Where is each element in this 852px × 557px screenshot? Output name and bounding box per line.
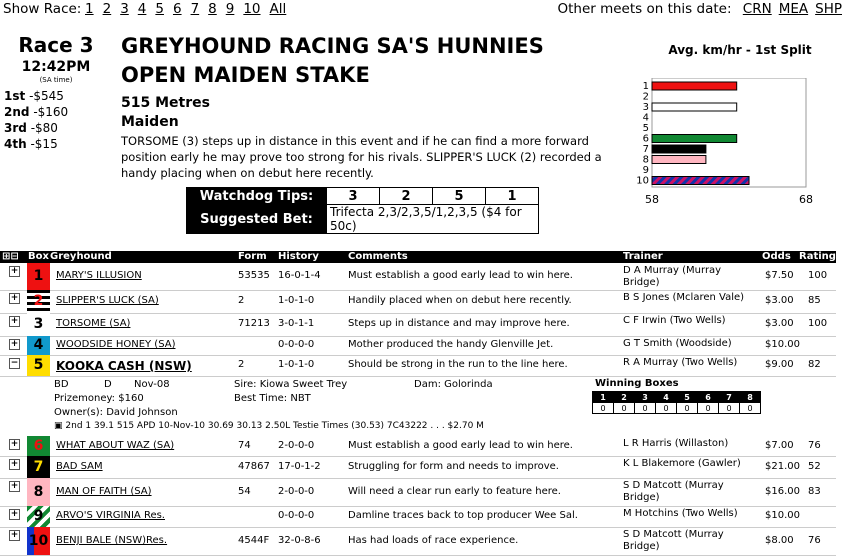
header-box: Box (28, 251, 49, 262)
history: 3-0-1-1 (278, 318, 315, 329)
expand-all-icon[interactable]: ⊞⊟ (2, 251, 19, 262)
trainer: C F Irwin (Two Wells) (623, 315, 726, 326)
race-link-2[interactable]: 2 (102, 1, 112, 17)
trainer: S D Matcott (Murray Bridge) (623, 480, 724, 503)
header-history: History (278, 251, 319, 262)
comment: Handily placed when on debut here recently. (348, 295, 572, 306)
dog-best-time: Best Time: NBT (234, 393, 311, 404)
race-link-3[interactable]: 3 (120, 1, 129, 17)
race-title-line-1: GREYHOUND RACING SA'S HUNNIES (121, 34, 544, 58)
box-number: 7 (27, 456, 50, 478)
comment: Mother produced the handy Glenville Jet. (348, 339, 554, 350)
collapse-icon[interactable]: − (10, 358, 19, 368)
winning-box-header: 1 (593, 392, 614, 403)
prize-2 (4, 104, 68, 120)
speed-chart (630, 78, 830, 220)
comment: Must establish a good early lead to win here. (348, 440, 573, 451)
history: 16-0-1-4 (278, 270, 321, 281)
form: 2 (238, 295, 245, 306)
odds: $16.00 (765, 486, 800, 497)
winning-box-value: 0 (635, 403, 656, 414)
race-link-7[interactable]: 7 (190, 1, 200, 17)
prize-amount: -$80 (30, 121, 58, 135)
odds: $10.00 (765, 510, 800, 521)
table-row (0, 436, 836, 457)
trainer: K L Blakemore (Gawler) (623, 458, 741, 469)
chart-category-label: 8 (642, 154, 649, 166)
greyhound-link[interactable]: BAD SAM (56, 461, 103, 472)
table-row (0, 527, 836, 556)
table-row (0, 263, 836, 291)
race-info (0, 33, 112, 84)
prize-3 (4, 120, 68, 136)
meet-link-mea[interactable]: MEA (778, 1, 809, 17)
winning-box-value: 0 (614, 403, 635, 414)
chart-category-label: 9 (642, 165, 649, 176)
tip-4: 1 (486, 188, 539, 205)
odds: $10.00 (765, 339, 800, 350)
tip-2: 2 (380, 188, 433, 205)
watchdog-tips-label: Watchdog Tips: (187, 188, 327, 205)
trainer: G T Smith (Woodside) (623, 338, 732, 349)
comment: Damline traces back to top producer Wee Sal. (348, 510, 578, 521)
history: 1-0-1-0 (278, 359, 315, 370)
form: 2 (238, 359, 245, 370)
winning-boxes-table (592, 391, 761, 414)
greyhound-link[interactable]: WHAT ABOUT WAZ (SA) (56, 440, 175, 451)
race-title-line-2: OPEN MAIDEN STAKE (121, 63, 370, 87)
odds: $21.00 (765, 461, 800, 472)
rating: 82 (808, 359, 821, 370)
comment: Has had loads of race experience. (348, 535, 519, 546)
form: 4544F (238, 535, 270, 546)
meet-link-crn[interactable]: CRN (742, 1, 772, 17)
race-description: TORSOME (3) steps up in distance in this event and if he can find a more forward position early he may prove too strong for his rivals. SLIPPER'S LUCK (2) recorded a handy placing when on debut here recently. (121, 134, 602, 180)
tip-1: 3 (327, 188, 380, 205)
history: 0-0-0-0 (278, 510, 315, 521)
box-number: 1 (27, 263, 50, 290)
prize-4 (4, 136, 68, 152)
winning-box-value: 0 (719, 403, 740, 414)
tip-3: 5 (433, 188, 486, 205)
chart-category-label: 4 (642, 112, 649, 124)
box-number: 9 (27, 506, 50, 527)
table-row (0, 478, 836, 507)
history: 17-0-1-2 (278, 461, 321, 472)
header-rating: Rating (799, 251, 836, 262)
rating: 100 (808, 318, 828, 329)
last-run-text: 2nd 1 39.1 515 APD 10-Nov-10 30.69 30.13 2.50L Testie Times (30.53) 7C43222 . . . $2.70 M (65, 421, 484, 431)
prize-amount: -$160 (33, 105, 69, 119)
chart-frame (652, 78, 806, 187)
dog-sire: Sire: Kiowa Sweet Trey (234, 379, 348, 390)
meet-link-shp[interactable]: SHP (815, 1, 842, 17)
winning-box-header: 2 (614, 392, 635, 403)
race-links (85, 1, 295, 17)
greyhound-link[interactable]: KOOKA CASH (NSW) (56, 359, 192, 373)
chart-title: Avg. km/hr - 1st Split (668, 43, 812, 57)
time-zone: (SA time) (39, 76, 73, 84)
rating: 100 (808, 270, 828, 281)
dog-last-run (54, 421, 484, 431)
expand-icon[interactable]: + (10, 439, 19, 449)
suggested-bet-label: Suggested Bet: (187, 205, 327, 234)
box-number: 8 (27, 478, 50, 506)
history: 2-0-0-0 (278, 486, 315, 497)
race-link-1[interactable]: 1 (85, 1, 94, 17)
odds: $9.00 (765, 359, 794, 370)
chart-bar-6 (652, 135, 737, 143)
greyhound-link[interactable]: WOODSIDE HONEY (SA) (56, 339, 176, 350)
comment: Struggling for form and needs to improve. (348, 461, 559, 472)
dog-born: Nov-08 (134, 379, 170, 390)
dog-owners: Owner(s): David Johnson (54, 407, 178, 418)
odds: $7.50 (765, 270, 794, 281)
greyhound-link[interactable]: SLIPPER'S LUCK (SA) (56, 295, 159, 306)
table-row (0, 336, 836, 356)
comment: Must establish a good early lead to win here. (348, 270, 573, 281)
winning-box-value: 0 (656, 403, 677, 414)
suggested-bet: Trifecta 2,3/2,3,5/1,2,3,5 ($4 for 50c) (327, 205, 539, 234)
winning-boxes-label: Winning Boxes (595, 378, 679, 389)
winning-box-header: 4 (656, 392, 677, 403)
form: 54 (238, 486, 251, 497)
winning-box-header: 5 (677, 392, 698, 403)
chart-bar-7 (652, 145, 706, 153)
greyhound-link[interactable]: BENJI BALE (NSW)Res. (56, 535, 168, 546)
race-distance: 515 Metres (121, 95, 210, 111)
race-type: Maiden (121, 114, 179, 130)
odds: $3.00 (765, 318, 794, 329)
box-number: 6 (27, 436, 50, 456)
chart-category-label: 5 (642, 123, 649, 134)
other-meets (557, 1, 842, 17)
race-link-6[interactable]: 6 (172, 1, 182, 17)
odds: $7.00 (765, 440, 794, 451)
odds: $8.00 (765, 535, 794, 546)
race-link-5[interactable]: 5 (155, 1, 164, 17)
header-greyhound: Greyhound (50, 251, 112, 262)
trainer: M Hotchins (Two Wells) (623, 508, 738, 519)
chart-tick-label: 68 (799, 193, 813, 206)
prize-place: 2nd (4, 105, 30, 119)
history: 0-0-0-0 (278, 339, 315, 350)
box-number: 2 (27, 290, 50, 313)
greyhound-link[interactable]: TORSOME (SA) (56, 318, 131, 329)
expand-icon[interactable]: + (10, 316, 19, 326)
chart-bar-10 (652, 177, 749, 185)
form: 47867 (238, 461, 270, 472)
history: 1-0-1-0 (278, 295, 315, 306)
chart-bar-8 (652, 156, 706, 164)
prize-amount: -$15 (30, 137, 58, 151)
box-number: 5 (27, 355, 50, 376)
comment: Will need a clear run early to feature here. (348, 486, 561, 497)
trainer: B S Jones (Mclaren Vale) (623, 292, 745, 303)
race-link-8[interactable]: 8 (208, 1, 217, 17)
table-row (0, 290, 836, 314)
table-row (0, 355, 836, 377)
greyhound-link[interactable]: MARY'S ILLUSION (56, 270, 142, 281)
trainer: L R Harris (Willaston) (623, 438, 729, 449)
table-row (0, 506, 836, 528)
chart-category-label: 3 (642, 102, 649, 113)
winning-box-value: 0 (698, 403, 719, 414)
dog-colour: D (104, 379, 112, 390)
greyhound-link[interactable]: MAN OF FAITH (SA) (56, 486, 152, 497)
tips-table (186, 187, 539, 234)
chart-category-label: 10 (636, 175, 649, 187)
race-title (121, 32, 601, 90)
chart-category-label: 2 (642, 91, 649, 103)
race-time: 12:42PM (21, 59, 91, 75)
header-odds: Odds (762, 251, 791, 262)
expand-icon[interactable]: + (10, 266, 19, 276)
rating: 76 (808, 440, 821, 451)
prize-place: 4th (4, 137, 27, 151)
expand-icon[interactable]: + (10, 459, 19, 469)
prize-place: 1st (4, 89, 26, 103)
prize-list (4, 88, 68, 152)
expand-icon[interactable]: + (10, 481, 19, 491)
dog-dam: Dam: Golorinda (414, 379, 493, 390)
table-row (0, 313, 836, 337)
comment: Should be strong in the run to the line here. (348, 359, 568, 370)
prize-place: 3rd (4, 121, 27, 135)
dog-prizemoney: Prizemoney: $160 (54, 393, 144, 404)
winning-box-header: 8 (740, 392, 761, 403)
expand-icon[interactable]: + (10, 293, 19, 303)
trainer: S D Matcott (Murray Bridge) (623, 529, 724, 552)
race-number: Race 3 (18, 33, 94, 57)
show-race-label: Show Race: (3, 1, 82, 17)
chart-category-label: 7 (642, 144, 649, 155)
rating: 52 (808, 461, 821, 472)
race-nav-bar (0, 0, 852, 20)
winning-box-value: 0 (677, 403, 698, 414)
expand-icon[interactable]: + (10, 530, 19, 540)
header-trainer: Trainer (623, 251, 663, 262)
history: 32-0-8-6 (278, 535, 321, 546)
odds: $3.00 (765, 295, 794, 306)
winning-box-value: 0 (740, 403, 761, 414)
winning-box-value: 0 (593, 403, 614, 414)
rating: 85 (808, 295, 821, 306)
greyhound-link[interactable]: ARVO'S VIRGINIA Res. (56, 510, 165, 521)
race-link-10[interactable]: 10 (243, 1, 261, 17)
trainer: D A Murray (Murray Bridge) (623, 265, 722, 288)
race-link-all[interactable]: All (269, 1, 287, 17)
header-form: Form (238, 251, 267, 262)
rating: 76 (808, 535, 821, 546)
race-link-9[interactable]: 9 (225, 1, 235, 17)
winning-box-header: 6 (698, 392, 719, 403)
replay-icon[interactable]: ▣ (54, 421, 63, 431)
comment: Steps up in distance and may improve here. (348, 318, 570, 329)
box-number: 10 (27, 527, 50, 555)
chart-category-label: 1 (642, 81, 649, 92)
winning-box-header: 3 (635, 392, 656, 403)
chart-bar-1 (652, 82, 737, 90)
other-meets-label: Other meets on this date: (557, 1, 732, 17)
expand-icon[interactable]: + (10, 339, 19, 349)
expand-icon[interactable]: + (10, 509, 19, 519)
winning-box-header: 7 (719, 392, 740, 403)
trainer: R A Murray (Two Wells) (623, 357, 738, 368)
dog-sex: BD (54, 379, 69, 390)
race-link-4[interactable]: 4 (137, 1, 147, 17)
prize-1 (4, 88, 68, 104)
rating: 83 (808, 486, 821, 497)
form: 74 (238, 440, 251, 451)
prize-amount: -$545 (29, 89, 64, 103)
header-comments: Comments (348, 251, 408, 262)
box-number: 4 (27, 336, 50, 355)
table-row (0, 456, 836, 479)
form: 71213 (238, 318, 270, 329)
chart-category-label: 6 (642, 133, 649, 145)
chart-tick-label: 58 (645, 193, 659, 206)
form: 53535 (238, 270, 270, 281)
chart-bar-3 (652, 103, 737, 111)
table-header (0, 251, 836, 263)
history: 2-0-0-0 (278, 440, 315, 451)
box-number: 3 (27, 313, 50, 336)
